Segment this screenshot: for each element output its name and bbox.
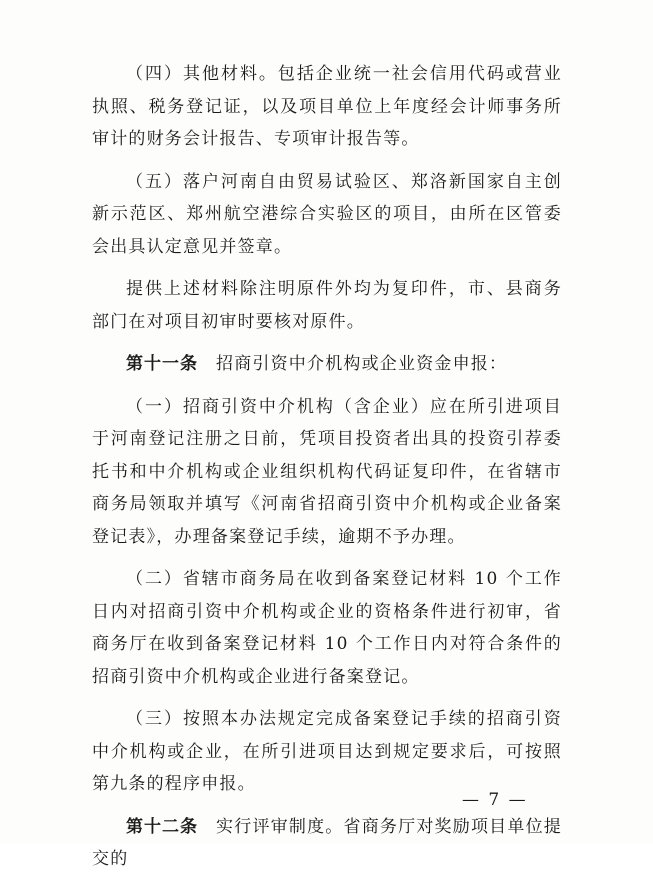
article-11 (92, 348, 562, 381)
paragraph-text: （二）省辖市商务局在收到备案登记材料 10 个工作日内对招商引资中介机构或企业的资格条件进行初审，省商务厅在收到备案登记材料 10 个工作日内对符合条件的招商引资中介机构或企业进行备案登记。 (92, 569, 562, 687)
paragraph-copy-note (92, 273, 562, 338)
paragraph-item-2 (92, 563, 562, 693)
paragraph-free-trade-zone (92, 166, 562, 264)
paragraph-text: （四）其他材料。包括企业统一社会信用代码或营业执照、税务登记证，以及项目单位上年度经会计师事务所审计的财务会计报告、专项审计报告等。 (92, 64, 562, 149)
article-12 (92, 811, 562, 876)
paragraph-item-1 (92, 391, 562, 554)
page-number: — 7 — (462, 790, 528, 810)
paragraph-text: 实行评审制度。省商务厅对奖励项目单位提交的 (92, 816, 562, 869)
paragraph-item-3 (92, 703, 562, 801)
paragraph-text: 提供上述材料除注明原件外均为复印件，市、县商务部门在对项目初审时要核对原件。 (92, 279, 562, 332)
paragraph-other-materials (92, 58, 562, 156)
article-heading: 第十二条 (126, 816, 199, 837)
paragraph-text: （五）落户河南自由贸易试验区、郑洛新国家自主创新示范区、郑州航空港综合实验区的项目，由所在区管委会出具认定意见并签章。 (92, 171, 562, 257)
paragraph-text: （一）招商引资中介机构（含企业）应在所引进项目于河南登记注册之日前，凭项目投资者出具的投资引荐委托书和中介机构或企业组织机构代码证复印件，在省辖市商务局领取并填写《河南省招商引资中介机构或企业备案登记表》，办理备案登记手续，逾期不予办理。 (92, 396, 562, 547)
body-text (92, 58, 562, 876)
paragraph-text: 招商引资中介机构或企业资金申报： (216, 354, 508, 374)
article-heading: 第十一条 (126, 354, 198, 374)
paragraph-text: （三）按照本办法规定完成备案登记手续的招商引资中介机构或企业，在所引进项目达到规定要求后，可按照第九条的程序申报。 (92, 709, 562, 794)
